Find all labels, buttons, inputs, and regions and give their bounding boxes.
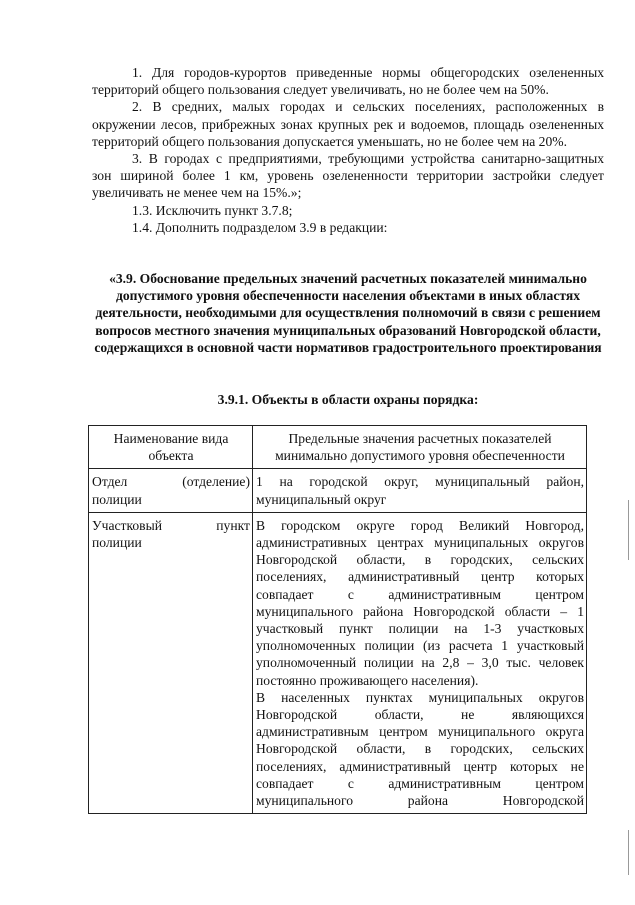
paragraph-add-subsection: 1.4. Дополнить подразделом 3.9 в редакции: (132, 219, 388, 235)
row-value-precinct-post (253, 512, 587, 813)
row-name-precinct-post: Участковый пункт полиции (89, 512, 253, 813)
paragraph-sanitary-zones: 3. В городах с предприятиями, требующими устройства санитарно-защитных зон шириной более 1 км, уровень озелененности территории застройки следует увеличивать не менее чем на 15%.»; (92, 151, 604, 201)
value-text: 1 на городской округ, муниципальный район, муниципальный округ (256, 474, 584, 507)
paragraph-exclude-clause: 1.3. Исключить пункт 3.7.8; (132, 202, 293, 218)
table-row (89, 469, 587, 512)
row-name-police-department: Отдел (отделение) полиции (89, 469, 253, 512)
table-header-row (89, 426, 587, 469)
scan-edge-mark (628, 500, 629, 560)
section-heading: «3.9. Обоснование предельных значений расчетных показателей минимально допустимого уровня обеспеченности населения объектами в иных областях деятельности, необходимыми для осуществления полномочий в связи с решением вопросов местного значения муниципальных образований Новгородской области, содержащихся в основной части нормативов градостроительного проектирования (94, 271, 602, 355)
intro-paragraphs (92, 64, 604, 236)
row-value-police-department (253, 469, 587, 512)
value-text: В городском округе город Великий Новгород, административных центрах муниципальных округов Новгородской области, в городских, сельских поселениях, административный центр которых совпадает с административным центром муниципального района Новгородской области – 1 участковый пункт полиции на 1-3 участковых уполномоченных полиции (из расчета 1 участковый уполномоченный полиции на 2,8 – 3,0 тыс. человек постоянно проживающего населения). (256, 517, 584, 688)
scan-edge-mark (628, 830, 629, 875)
header-limit-values: Предельные значения расчетных показателей минимально допустимого уровня обеспеченности (253, 426, 587, 469)
paragraph-small-cities: 2. В средних, малых городах и сельских поселениях, расположенных в окружении лесов, прибрежных зонах крупных рек и водоемов, площадь озелененных территорий общего пользования допускается уменьшать, но не более чем на 20%. (92, 99, 604, 149)
header-object-type: Наименование вида объекта (89, 426, 253, 469)
paragraph-resort-cities: 1. Для городов-курортов приведенные нормы общегородских озелененных территорий общего пользования следует увеличивать, но не более чем на 50%. (92, 65, 604, 98)
subsection-heading: 3.9.1. Объекты в области охраны порядка: (217, 392, 479, 407)
norms-table (88, 425, 587, 814)
table-row (89, 512, 587, 813)
value-text: В населенных пунктах муниципальных округов Новгородской области, не являющихся административным центром муниципального округа Новгородской области, в городских, сельских поселениях, административный центр которых не совпадает с административным центром муниципального района Новгородской (256, 689, 584, 809)
